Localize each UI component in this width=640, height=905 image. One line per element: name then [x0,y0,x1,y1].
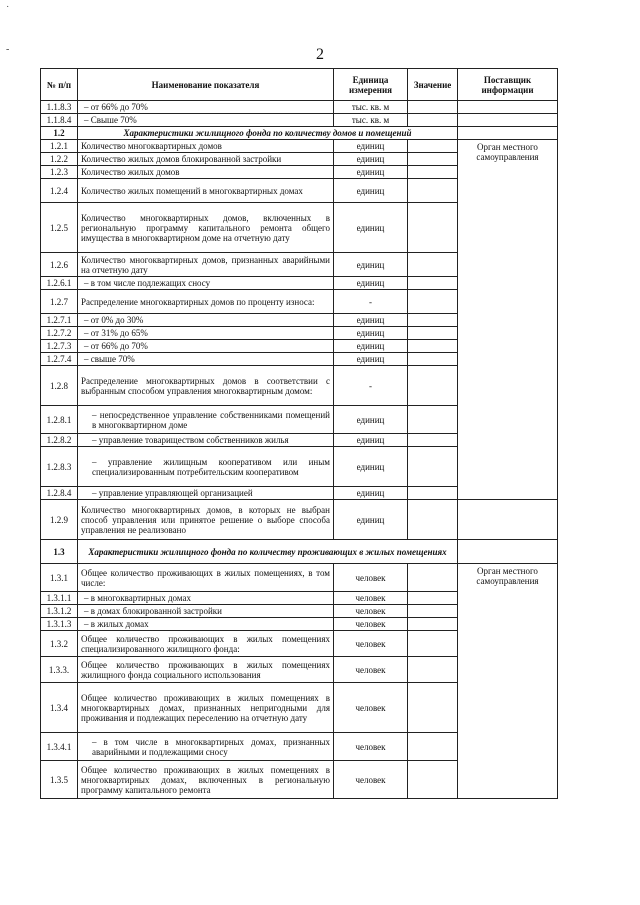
row-num: 1.2.7.2 [41,327,78,340]
section-provider-cell [458,540,558,564]
row-name: – в многоквартирных домах [78,592,334,605]
row-value [408,327,458,340]
row-name: – управление товариществом собственников жилья [78,434,334,447]
row-unit: единиц [334,447,408,487]
row-unit: единиц [334,327,408,340]
row-value [408,203,458,253]
section-provider-cell [458,127,558,140]
row-name: – непосредственное управление собственниками помещений в многоквартирном доме [78,406,334,434]
row-value [408,140,458,153]
row-num: 1.2.8 [41,366,78,406]
row-value [408,277,458,290]
row-num: 1.2.5 [41,203,78,253]
row-name: – свыше 70% [78,353,334,366]
row-num: 1.2.7.1 [41,314,78,327]
indicators-table [40,68,558,799]
row-unit: единиц [334,500,408,540]
row-value [408,166,458,179]
table-row [41,140,558,153]
row-name: – в том числе в многоквартирных домах, признанных аварийными и подлежащими сносу [78,733,334,761]
row-unit: единиц [334,406,408,434]
row-value [408,761,458,799]
section-num: 1.3 [41,540,78,564]
row-name: Количество жилых помещений в многоквартирных домах [78,179,334,203]
row-num: 1.2.6.1 [41,277,78,290]
row-num: 1.1.8.3 [41,101,78,114]
row-value [408,253,458,277]
row-value [408,101,458,114]
section-title: Характеристики жилищного фонда по количеству домов и помещений [78,127,458,140]
row-name: – управление управляющей организацией [78,487,334,500]
section-row [41,540,558,564]
row-provider [458,114,558,127]
row-unit: человек [334,618,408,631]
row-unit: единиц [334,140,408,153]
table-row [41,564,558,592]
row-num: 1.2.2 [41,153,78,166]
row-num: 1.3.2 [41,631,78,657]
row-unit: человек [334,605,408,618]
row-num: 1.3.1.3 [41,618,78,631]
row-num: 1.3.4 [41,683,78,733]
row-value [408,657,458,683]
row-num: 1.2.8.3 [41,447,78,487]
section-title: Характеристики жилищного фонда по количеству проживающих в жилых помещениях [78,540,458,564]
row-num: 1.2.8.4 [41,487,78,500]
row-name: – от 0% до 30% [78,314,334,327]
row-name: Количество многоквартирных домов, включенных в региональную программу капитального ремонта общего имущества в многоквартирном доме на отчетную дату [78,203,334,253]
row-value [408,434,458,447]
scan-mark: - [6,44,10,55]
row-name: – в жилых домах [78,618,334,631]
row-num: 1.2.3 [41,166,78,179]
row-value [408,592,458,605]
table-row [41,500,558,540]
row-num: 1.2.9 [41,500,78,540]
row-unit: человек [334,683,408,733]
row-num: 1.2.8.2 [41,434,78,447]
row-name: Количество жилых домов блокированной застройки [78,153,334,166]
row-name: – Свыше 70% [78,114,334,127]
row-provider [458,101,558,114]
row-name: Общее количество проживающих в жилых помещениях в многоквартирных домах, включенных в региональную программу капитального ремонта [78,761,334,799]
table-body [41,69,558,799]
row-num: 1.2.7 [41,290,78,314]
row-name: Общее количество проживающих в жилых помещениях специализированного жилищного фонда: [78,631,334,657]
row-name: Количество многоквартирных домов [78,140,334,153]
row-unit: единиц [334,434,408,447]
table-header [41,69,558,101]
row-name: Количество жилых домов [78,166,334,179]
row-name: – в домах блокированной застройки [78,605,334,618]
row-num: 1.2.7.3 [41,340,78,353]
row-unit: тыс. кв. м [334,114,408,127]
row-unit: единиц [334,253,408,277]
row-unit: человек [334,657,408,683]
row-unit: единиц [334,353,408,366]
row-value [408,500,458,540]
page-number: 2 [316,46,324,63]
row-name: Общее количество проживающих в жилых помещениях в многоквартирных домах, признанных непригодными для проживания и подлежащих переселению на отчетную дату [78,683,334,733]
row-name: – от 31% до 65% [78,327,334,340]
row-value [408,447,458,487]
row-num: 1.3.5 [41,761,78,799]
row-num: 1.1.8.4 [41,114,78,127]
row-num: 1.3.1.1 [41,592,78,605]
row-num: 1.2.7.4 [41,353,78,366]
row-unit: единиц [334,487,408,500]
row-value [408,290,458,314]
row-unit: человек [334,564,408,592]
row-value [408,314,458,327]
row-value [408,340,458,353]
row-name: – в том числе подлежащих сносу [78,277,334,290]
scan-mark: ˙ [6,5,10,16]
row-name: Количество многоквартирных домов, признанных аварийными на отчетную дату [78,253,334,277]
row-unit: единиц [334,340,408,353]
row-unit: единиц [334,277,408,290]
row-value [408,406,458,434]
row-unit: человек [334,761,408,799]
table-row [41,114,558,127]
header-unit: Единица измерения [334,69,408,101]
row-num: 1.3.1.2 [41,605,78,618]
header-value: Значение [408,69,458,101]
row-name: Распределение многоквартирных домов в соответствии с выбранным способом управления многоквартирным домом: [78,366,334,406]
row-name: Распределение многоквартирных домов по проценту износа: [78,290,334,314]
row-num: 1.2.8.1 [41,406,78,434]
row-unit: человек [334,592,408,605]
row-value [408,114,458,127]
section-row [41,127,558,140]
row-unit: единиц [334,179,408,203]
row-value [408,353,458,366]
section-num: 1.2 [41,127,78,140]
row-unit: единиц [334,314,408,327]
row-value [408,618,458,631]
row-num: 1.2.4 [41,179,78,203]
row-unit: - [334,366,408,406]
row-unit: - [334,290,408,314]
row-unit: человек [334,631,408,657]
row-unit: тыс. кв. м [334,101,408,114]
row-unit: единиц [334,203,408,253]
row-value [408,366,458,406]
header-num: № п/п [41,69,78,101]
row-unit: человек [334,733,408,761]
row-value [408,683,458,733]
row-name: – от 66% до 70% [78,340,334,353]
row-unit: единиц [334,166,408,179]
row-num: 1.2.6 [41,253,78,277]
row-name: – управление жилищным кооперативом или иным специализированным потребительским кооперативом [78,447,334,487]
header-name: Наименование показателя [78,69,334,101]
row-num: 1.3.4.1 [41,733,78,761]
row-value [408,605,458,618]
row-value [408,487,458,500]
row-name: Общее количество проживающих в жилых помещениях жилищного фонда социального использования [78,657,334,683]
row-value [408,631,458,657]
row-name: Общее количество проживающих в жилых помещениях, в том числе: [78,564,334,592]
row-num: 1.3.1 [41,564,78,592]
row-num: 1.3.3. [41,657,78,683]
row-num: 1.2.1 [41,140,78,153]
row-provider: Орган местного самоуправления [458,564,558,799]
row-unit: единиц [334,153,408,166]
row-value [408,179,458,203]
header-provider: Поставщик информации [458,69,558,101]
row-value [408,733,458,761]
row-value [408,564,458,592]
row-provider: Орган местного самоуправления [458,140,558,500]
row-value [408,153,458,166]
row-name: Количество многоквартирных домов, в которых не выбран способ управления или принятое решение о выборе способа управления не реализовано [78,500,334,540]
table-row [41,101,558,114]
row-name: – от 66% до 70% [78,101,334,114]
